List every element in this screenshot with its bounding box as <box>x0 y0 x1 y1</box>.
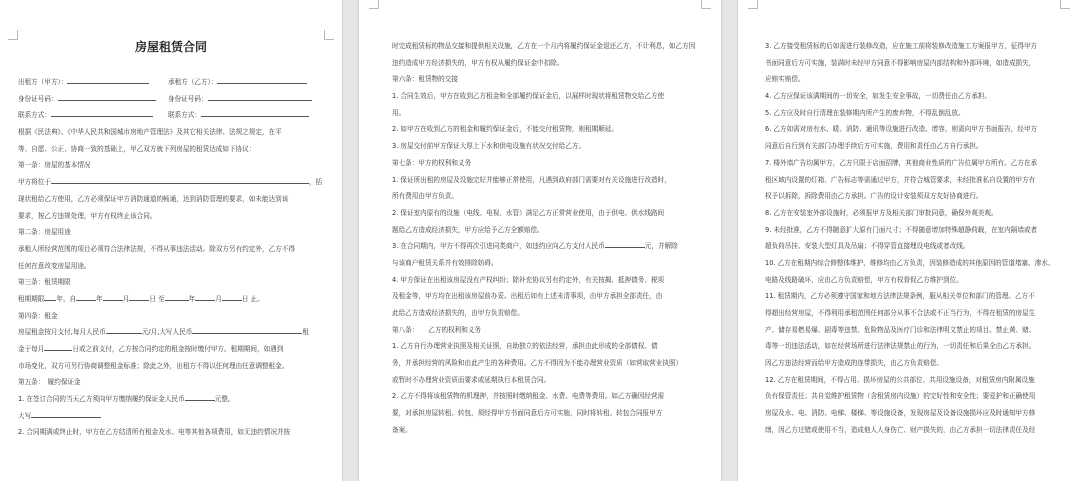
paragraph-line: 4. 乙方应保证该满期间的一切安全，如发生安全事故，一切费任由乙方承担。 <box>765 92 991 101</box>
paragraph-line: 1. 合同生效后，甲方在收到乙方租金和全部履约保证金后，以展样时现状将租赁物交给乙方使 <box>392 92 665 101</box>
paragraph-line: 备案。 <box>392 425 412 434</box>
crop-mark-top-left <box>369 0 379 9</box>
paragraph-line: 现状租给乙方使用，乙方必须保证甲方消防通道的畅通，达到消防管理的要求，如未能达到该 <box>18 194 289 203</box>
section-heading: 第四条：租金 <box>18 311 58 320</box>
paragraph-line: 甲方将位于 ，括 <box>18 174 318 191</box>
paragraph-line: 2. 合同期满或终止时，甲方在乙方结清所有租金及水、电等其他各项费用，如无违约情况并按 <box>18 428 291 437</box>
crop-mark-top-left <box>748 0 758 9</box>
contact-row: 联系方式： 联系方式： <box>18 107 318 124</box>
paragraph-line: 9. 未经批准，乙方不得随意扩大原有门面尺寸；不得随意增加特殊超静荷载，在室内隔墙或者 <box>765 225 1038 234</box>
paragraph-line: 应赔实赔偿。 <box>765 75 805 84</box>
section-heading: 第八条： 乙方的权利和义务 <box>392 325 482 334</box>
paragraph-line: 用。 <box>392 108 406 117</box>
rent-line: 金于每月 日或之前支付，乙方按合同约定的租金按时缴付甲方。租期期间，如遇到 <box>18 341 318 358</box>
paragraph-line: 务，并承担经营的风险和由此产生的各种费用。乙方不得因为不能办理营业资质（如营取营业执照） <box>392 359 683 368</box>
paragraph-line: 2. 乙方不得将该租赁物的机理押，并按照时缴纳租金、水费、电费等费用。如乙方确因经营需 <box>392 392 665 401</box>
paragraph-line: 根据《民法典》、《中华人民共和国城市房地产管理法》及其它相关法律、法规之规定，在平 <box>18 128 282 137</box>
section-heading: 第六条：租赁物的交接 <box>392 75 458 84</box>
page-3-body <box>765 38 1061 439</box>
section-heading: 第七条：甲方的权利和义务 <box>392 158 472 167</box>
crop-mark-top-right <box>701 0 711 9</box>
section-heading: 第五条： 履约保证金 <box>18 378 81 387</box>
paragraph-line: 10. 乙方在租期内综合修整体维护，维修均由乙方负责，因装修造成的其他原因的管道堵塞、渗水、 <box>765 258 1055 267</box>
page-1-body <box>18 74 323 441</box>
paragraph-line: 3. 房屋交付前甲方保证大厚上下水和供电设施有状况交付给乙方。 <box>392 142 586 151</box>
paragraph-line: 毒等一切违法活动，如在经营场所进行法律法规禁止的行为，一切责任和后果全由乙方承担。 <box>765 342 1036 351</box>
paragraph-line: 租区域内设置的灯箱、广告标志等需通过甲方，并符合城管要求，未经批准私自设置的甲方有 <box>765 175 1036 184</box>
paragraph-line: 4. 甲方保证在出租该房屋没有产权纠纷；除补充协议另有约定外，有关按揭、抵押债务、税项 <box>392 275 665 284</box>
document-page-2 <box>359 0 721 481</box>
paragraph-line: 1. 乙方自行办理营业执照及相关证照，自助独立的依法经营，承担由此形成的全部债权、债 <box>392 342 658 351</box>
paragraph-line: 要求，按乙方违规处理，甲方有权终止该合同。 <box>18 211 157 220</box>
crop-mark-top-right <box>1060 0 1070 9</box>
paragraph-line: 3. 乙方接受租赁标的后如需进行装修改造，应在施工前将装修改造施工方案报甲方，征得甲方 <box>765 42 1038 50</box>
deposit-line: 1. 在签订合同的当天乙方须向甲方缴纳履约保证金人民币 元整, <box>18 391 318 408</box>
paragraph-line: 及租金等，甲方均在出租该房屋前办妥。出租后如有上述未清事项，由甲方承担全部责任，由 <box>392 292 663 301</box>
paragraph-line: 3. 在合同期内，甲方不得再次引进同类商户，如违约应向乙方支付人民币 元，并解除 <box>392 238 692 255</box>
paragraph-line: 市场变化，双方可另行协商调整租金标准；除此之外，出租方不得以任何理由任意调整租金。 <box>18 361 289 370</box>
lease-term-line: 租期期限 年，自 年 月 日 至 年 月 日 止。 <box>18 291 318 308</box>
paragraph-line: 承租人所经营范围的项目必须符合法律法规，不得从事违法活动。除双方另有约定外，乙方不得 <box>18 244 295 253</box>
paragraph-line: 因乙方违法经营而给甲方造成的连带损失，由乙方负责赔偿。 <box>765 359 944 368</box>
paragraph-line: 书面同意后方可实施，装满时未经甲方同意不得影响房屋内部结构和外部环境，如造成损失， <box>765 58 1036 67</box>
paragraph-line: 此给乙方造成经济损失的，由甲方负责赔偿。 <box>392 309 524 317</box>
paragraph-line: 2. 如甲方在收到乙方的租金和履约保证金后，不能交付租赁物，则租期顺延。 <box>392 125 618 134</box>
section-heading: 第二条：房屋用途 <box>18 228 71 237</box>
paragraph-line: 所有费用由甲方负责。 <box>392 192 458 201</box>
paragraph-line: 与该商户租赁关系并有效排除妨碍。 <box>392 258 498 267</box>
paragraph-line: 电路及线路破坏，应由乙方负责赔偿，甲方有权督促乙方维护到位。 <box>765 275 963 284</box>
paragraph-line: 同意后自行到有关部门办理手续后方可实施，费用和责任由乙方自行承担。 <box>765 142 983 151</box>
paragraph-line: 房屋及水、电、消防、电梯、楼梯、等设施设备，发现房屋及设备设施损坏应及时通知甲方修 <box>765 409 1036 418</box>
paragraph-line: 权予以拆除，拆除费用由乙方承担。广告的设计安装须双方友好协商进行。 <box>765 192 983 201</box>
paragraph-line: 得超出经营房屋，不得利用承租范围任何部分从事不合法或不正当行为，不得在租赁的房屋生 <box>765 309 1036 317</box>
paragraph-line: 1. 保证所出租的房屋及设施完好并能够正常使用，凡遇到政府部门需要对有关设施进行改造时， <box>392 175 671 184</box>
contract-title: 房屋租赁合同 <box>134 40 207 54</box>
rent-line: 房屋租金按月支付,每月人民币 元/月,大写人民币 租 <box>18 324 318 341</box>
paragraph-line: 等、自愿、公正、协商一致的基础上，甲乙双方就下列房屋的租赁达成如下协议： <box>18 144 256 153</box>
paragraph-line: 2. 保证室内原有的设施（电线、电视、水管）满足乙方正常营业使用，由于供电、供水线路间 <box>392 208 665 217</box>
paragraph-line: 6. 乙方如需对房有水、暖、消防、通讯等设施进行改造、增容，则需向甲方书面报告，经甲方 <box>765 125 1038 134</box>
paragraph-line: 7. 楼外墙广告均属甲方，乙方只限于店面招牌，其他商业性质的广告位属甲方所有。乙方在承 <box>765 158 1038 167</box>
section-heading: 第一条：房屋的基本情况 <box>18 161 91 170</box>
paragraph-line: 产、储存易燃易爆、剧毒等违禁、危险物品及医疗门诊和法律明文禁止的项目。禁止黄、赌、 <box>765 325 1036 334</box>
paragraph-line: 11. 租赁期内，乙方必须遵守国家和地方法律法规条例，服从相关单位和部门的管理。乙方不 <box>765 292 1035 301</box>
page-2-body <box>392 38 696 439</box>
document-page-3 <box>738 0 1080 481</box>
deposit-line: 大写 <box>18 408 318 425</box>
paragraph-line: 负有保管责任；共自觉维护租赁物（含租赁房内设施）的完好性和安全性；要爱护和正确使用 <box>765 392 1036 401</box>
paragraph-line: 12. 乙方在租赁期间，不得占用、损坏房屋的公共部位、共用设施设备，对租赁房内附属设施 <box>765 375 1035 384</box>
paragraph-line: 题给乙方造成经济损失，甲方应给予乙方全额赔偿。 <box>392 225 544 234</box>
document-page-1 <box>0 0 342 481</box>
party-row: 出租方（甲方）： 承租方（乙方）： <box>18 74 318 91</box>
paragraph-line: 任何在意改变房屋用途。 <box>18 261 91 270</box>
paragraph-line: 要，对承担房屋转租、转包，须经得甲方书面同意后方可实施，同时将转租、转包合同报甲方 <box>392 409 663 418</box>
paragraph-line: 缮，因乙方过错或使用不当，造成他人人身伤亡、财产损失的，由乙方承担一切法律责任及经 <box>765 425 1036 434</box>
paragraph-line: 8. 乙方在安装室外部设施时，必须报甲方及相关部门审批同意，确保外观美观。 <box>765 208 998 217</box>
paragraph-line: 违约造成甲方经济损失的，甲方有权从履约保证金中扣除。 <box>392 58 564 67</box>
id-row: 身份证号码： 身份证号码： <box>18 91 318 108</box>
paragraph-line: 或暂时不办理营业资质而要求或延期执行本租赁合同。 <box>392 375 551 384</box>
paragraph-line: 时完成租赁标的物品交接和提供相关设施，乙方在一个月内将履约保证金退还乙方，不计利息，如乙方因 <box>392 42 696 50</box>
paragraph-line: 超负荷吊挂、安装大型灯具及吊扇；不得穿管直接埋设电线或者改线。 <box>765 242 970 251</box>
section-heading: 第三条：租赁期限 <box>18 278 71 287</box>
paragraph-line: 5. 乙方应及时自行清理在装修期内所产生的废弃物，不得乱倒乱放。 <box>765 108 965 117</box>
